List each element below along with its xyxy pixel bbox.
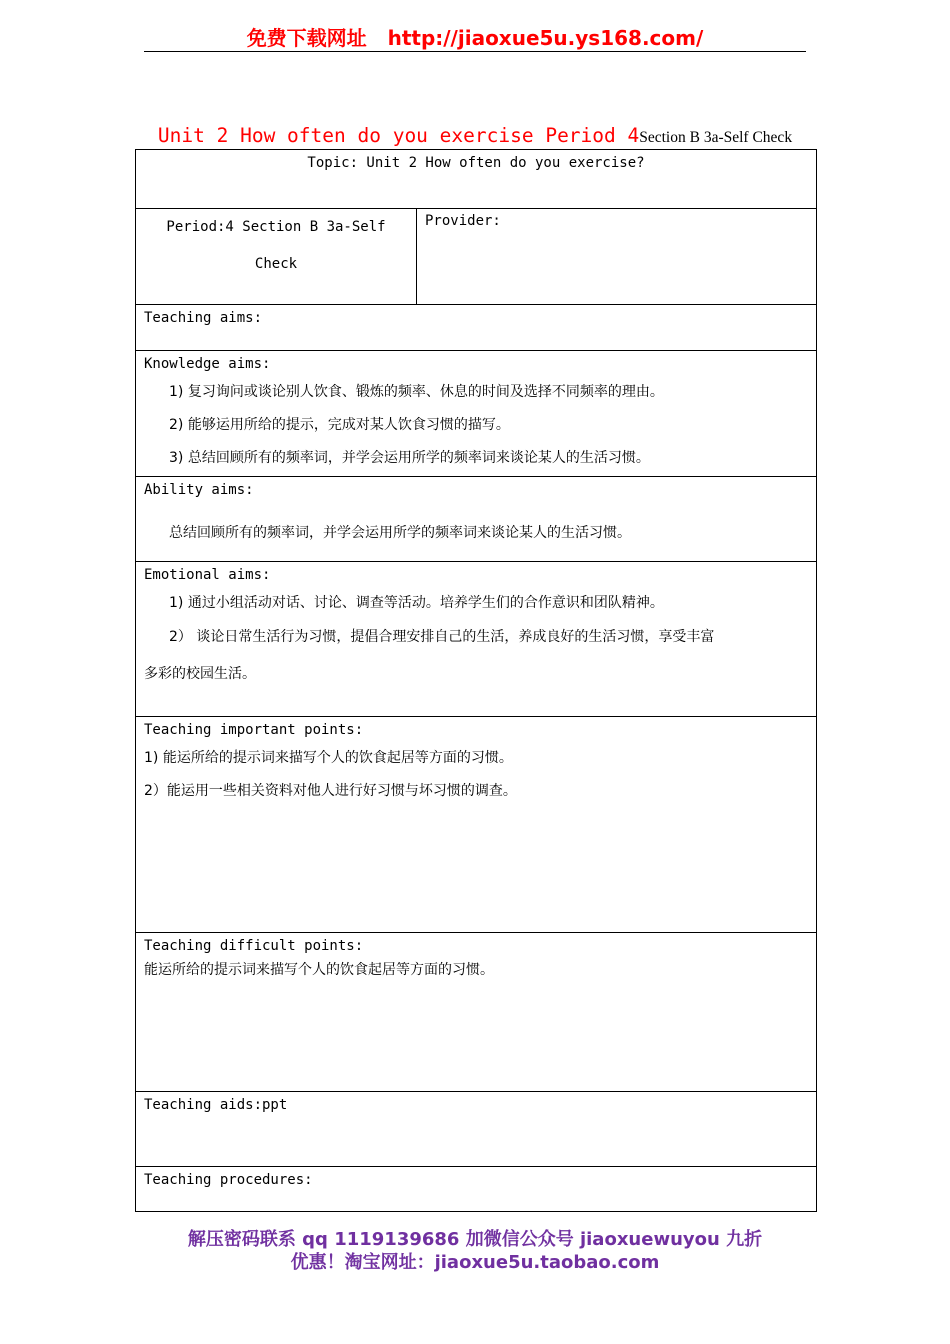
document-title-main: Unit 2 How often do you exercise Period 4: [157, 124, 640, 147]
document-title-sub: Section B 3a-Self Check: [639, 129, 793, 146]
teaching-aims-row: [136, 305, 817, 351]
teaching-aims-cell: [136, 305, 817, 351]
provider-label: Provider:: [425, 213, 501, 229]
important-points-label: Teaching important points:: [144, 722, 364, 738]
difficult-points-cell: [136, 933, 817, 1092]
knowledge-aim-item: 3) 总结回顾所有的频率词，并学会运用所学的频率词来谈论某人的生活习惯。: [169, 450, 650, 466]
ability-aims-row: [136, 477, 817, 562]
difficult-point-text: 能运所给的提示词来描写个人的饮食起居等方面的习惯。: [144, 962, 494, 978]
ability-aims-cell: [136, 477, 817, 562]
provider-cell: [417, 209, 817, 305]
important-point-item: 1) 能运所给的提示词来描写个人的饮食起居等方面的习惯。: [144, 750, 513, 766]
topic-row: [136, 150, 817, 209]
difficult-points-label: Teaching difficult points:: [144, 938, 364, 954]
knowledge-aims-label: Knowledge aims:: [144, 356, 271, 372]
period-cell: [136, 209, 417, 305]
teaching-aids-label: Teaching aids:ppt: [144, 1097, 288, 1113]
emotional-aim-item-continued: 多彩的校园生活。: [144, 666, 256, 682]
header-url[interactable]: http://jiaoxue5u.ys168.com/: [387, 26, 704, 50]
teaching-aids-row: [136, 1092, 817, 1167]
footer-notice: [135, 1228, 815, 1274]
difficult-points-row: [136, 933, 817, 1092]
document-title: [135, 124, 815, 147]
important-points-row: [136, 717, 817, 933]
header-label: 免费下载网址: [246, 26, 367, 50]
knowledge-aims-row: [136, 351, 817, 477]
header-download-link[interactable]: [144, 22, 806, 51]
topic-text: Topic: Unit 2 How often do you exercise?: [307, 155, 645, 171]
ability-aims-label: Ability aims:: [144, 482, 254, 498]
knowledge-aim-item: 2) 能够运用所给的提示，完成对某人饮食习惯的描写。: [169, 417, 510, 433]
knowledge-aims-cell: [136, 351, 817, 477]
emotional-aim-item: 1) 通过小组活动对话、讨论、调查等活动。培养学生们的合作意识和团队精神。: [169, 595, 664, 611]
period-text-line2: Check: [254, 256, 298, 272]
topic-cell: [136, 150, 817, 209]
footer-line1: 解压密码联系 qq 1119139686 加微信公众号 jiaoxuewuyou 九折: [187, 1229, 763, 1250]
teaching-aids-cell: [136, 1092, 817, 1167]
header-divider: [144, 51, 806, 52]
ability-aim-text: 总结回顾所有的频率词，并学会运用所学的频率词来谈论某人的生活习惯。: [169, 525, 631, 541]
important-points-cell: [136, 717, 817, 933]
emotional-aim-item: 2） 谈论日常生活行为习惯，提倡合理安排自己的生活，养成良好的生活习惯，享受丰富: [169, 629, 715, 645]
important-point-item: 2）能运用一些相关资料对他人进行好习惯与坏习惯的调查。: [144, 783, 517, 799]
teaching-procedures-cell: [136, 1167, 817, 1212]
emotional-aims-row: [136, 562, 817, 717]
period-row: [136, 209, 817, 305]
footer-line2[interactable]: 优惠！淘宝网址：jiaoxue5u.taobao.com: [290, 1252, 660, 1273]
emotional-aims-cell: [136, 562, 817, 717]
emotional-aims-label: Emotional aims:: [144, 567, 271, 583]
teaching-procedures-row: [136, 1167, 817, 1212]
lesson-plan-table: [135, 149, 817, 1212]
teaching-aims-label: Teaching aims:: [144, 310, 263, 326]
teaching-procedures-label: Teaching procedures:: [144, 1172, 313, 1188]
period-text-line1: Period:4 Section B 3a-Self: [166, 219, 386, 235]
knowledge-aim-item: 1) 复习询问或谈论别人饮食、锻炼的频率、休息的时间及选择不同频率的理由。: [169, 384, 664, 400]
